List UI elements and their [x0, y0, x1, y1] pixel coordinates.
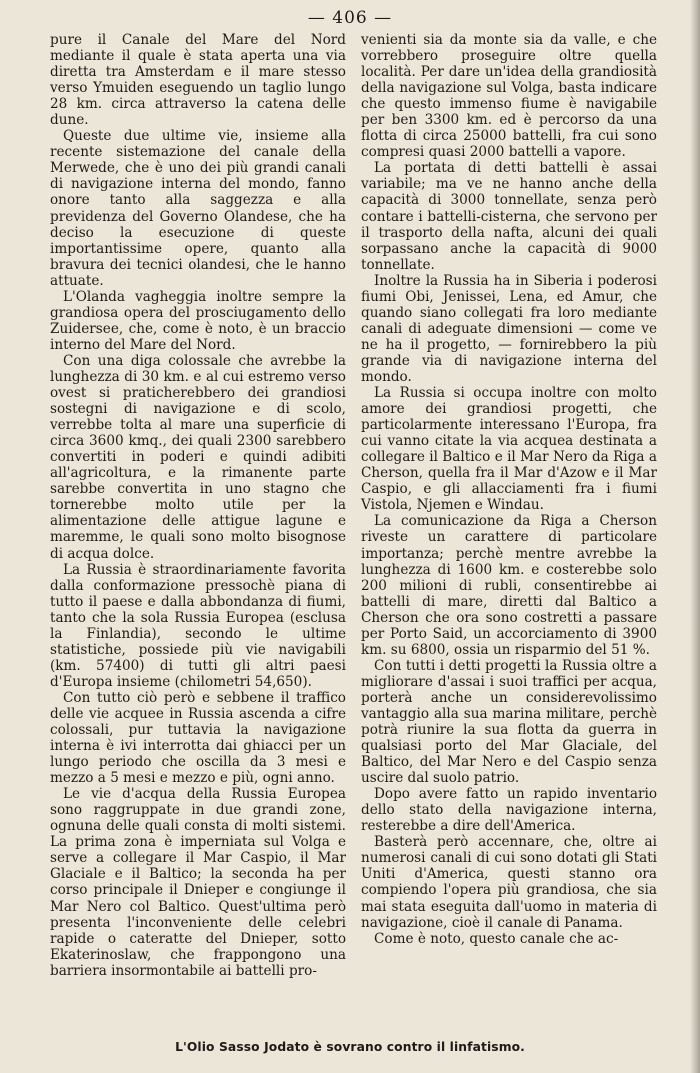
paragraph: Con tutti i detti progetti la Russia oltre a migliorare d'assai i suoi traffici per acqua, porterà anche un considerevolissimo vantaggio alla sua marina militare, perchè potrà riunire la sua flotta da guerra in qualsiasi porto del Mar Glaciale, del Baltico, del Mar Nero e del Caspio senza uscire dal suolo patrio. [361, 657, 657, 787]
paragraph: La comunicazione da Riga a Cherson riveste un carattere di particolare importanza; perchè mentre avrebbe la lunghezza di 1600 km. e costerebbe solo 200 milioni di rubli, consentirebbe ai battelli di mare, diretti dal Baltico a Cherson che ora sono costretti a passare per Porto Said, un accorciamento di 3900 km. su 6800, ossia un risparmio del 51 %. [361, 513, 657, 658]
paragraph: Basterà però accennare, che, oltre ai numerosi canali di cui sono dotati gli Stati Uniti d'America, questi stanno ora compiendo l'opera più grandiosa, che sia mai stata eseguita dall'uomo in materia di navigazione, cioè il canale di Panama. [361, 834, 657, 931]
footer-advertisement: L'Olio Sasso Jodato è sovrano contro il linfatismo. [175, 1040, 525, 1054]
paragraph: pure il Canale del Mare del Nord mediante il quale è stata aperta una via diretta tra Amsterdam e il mare stesso verso Ymuiden eseguendo un taglio lungo 28 km. circa attraverso la catena delle dune. [50, 32, 346, 129]
right-column [361, 32, 657, 947]
paragraph: La Russia si occupa inoltre con molto amore dei grandiosi progetti, che particolarmente interessano l'Europa, fra cui vanno citate la via acquea destinata a collegare il Baltico e il Mar Nero da Riga a Cherson, quella fra il Mar d'Azow e il Mar Caspio, e gli allacciamenti fra i fiumi Vistola, Njemen e Windau. [361, 385, 657, 514]
paragraph: Come è noto, questo canale che ac- [374, 930, 619, 947]
paragraph: La Russia è straordinariamente favorita dalla conformazione pressochè piana di tutto il paese e dalla abbondanza di fiumi, tanto che la sola Russia Europea (esclusa la Finlandia), secondo le ultime statistiche, possiede più vie navigabili (km. 57400) di tutti gli altri paesi d'Europa insieme (chilometri 54,650). [50, 561, 346, 690]
paragraph: L'Olanda vagheggia inoltre sempre la grandiosa opera del prosciugamento dello Zuidersee, che, come è noto, è un braccio interno del Mare del Nord. [50, 288, 346, 353]
paragraph: venienti sia da monte sia da valle, e che vorrebbero proseguire oltre quella località. Per dare un'idea della grandiosità della navigazione sul Volga, basta indicare che questo immenso fiume è navigabile per ben 3300 km. ed è percorso da una flotta di circa 25000 battelli, fra cui sono compresi quasi 2000 battelli a vapore. [361, 32, 657, 161]
left-column [50, 32, 346, 979]
page-edge-shadow [690, 0, 700, 1073]
paragraph: La portata di detti battelli è assai variabile; ma ve ne hanno anche della capacità di 3000 tonnellate, senza però contare i battelli-cisterna, che servono per il trasporto della nafta, alcuni dei quali sorpassano anche la capacità di 9000 tonnellate. [361, 160, 657, 273]
paragraph: Le vie d'acqua della Russia Europea sono raggruppate in due grandi zone, ognuna delle quali consta di molti sistemi. La prima zona è imperniata sul Volga e serve a collegare il Mar Caspio, il Mar Glaciale e il Baltico; la seconda ha per corso principale il Dnieper e congiunge il Mar Nero col Baltico. Quest'ultima però presenta l'inconveniente delle celebri rapide o cateratte del Dnieper, sotto Ekaterinoslaw, che frappongono una barriera insormontabile ai battelli pro- [50, 786, 346, 979]
paragraph: Con una diga colossale che avrebbe la lunghezza di 30 km. e al cui estremo verso ovest si praticherebbero dei grandiosi sostegni di navigazione e di scolo, verrebbe tolta al mare una superficie di circa 3600 kmq., dei quali 2300 sarebbero convertiti in poderi e quindi adibiti all'agricoltura, e la rimanente parte sarebbe convertita in uno stagno che tornerebbe molto utile per la alimentazione delle attigue lagune e maremme, le quali sono molto bisognose di acqua dolce. [50, 352, 346, 562]
paragraph: Dopo avere fatto un rapido inventario dello stato della navigazione interna, resterebbe a dire dell'America. [361, 786, 657, 835]
paragraph: Inoltre la Russia ha in Siberia i poderosi fiumi Obi, Jenissei, Lena, ed Amur, che quando siano collegati fra loro mediante canali di adeguate dimensioni — come ve ne ha il progetto, — fornirebbero la più grande via di navigazione interna del mondo. [361, 272, 657, 385]
paragraph: Queste due ultime vie, insieme alla recente sistemazione del canale della Merwede, che è uno dei più grandi canali di navigazione interna del mondo, fanno onore tanto alla saggezza e alla previdenza del Governo Olandese, che ha deciso la esecuzione di queste importantissime opere, quanto alla bravura dei tecnici olandesi, che le hanno attuate. [50, 128, 346, 289]
page-number: — 406 — [307, 8, 393, 28]
paragraph: Con tutto ciò però e sebbene il traffico delle vie acquee in Russia ascenda a cifre colossali, pur tuttavia la navigazione interna è ivi interrotta dai ghiacci per un lungo periodo che oscilla da 3 mesi e mezzo a 5 mesi e mezzo e più, ogni anno. [50, 689, 346, 787]
